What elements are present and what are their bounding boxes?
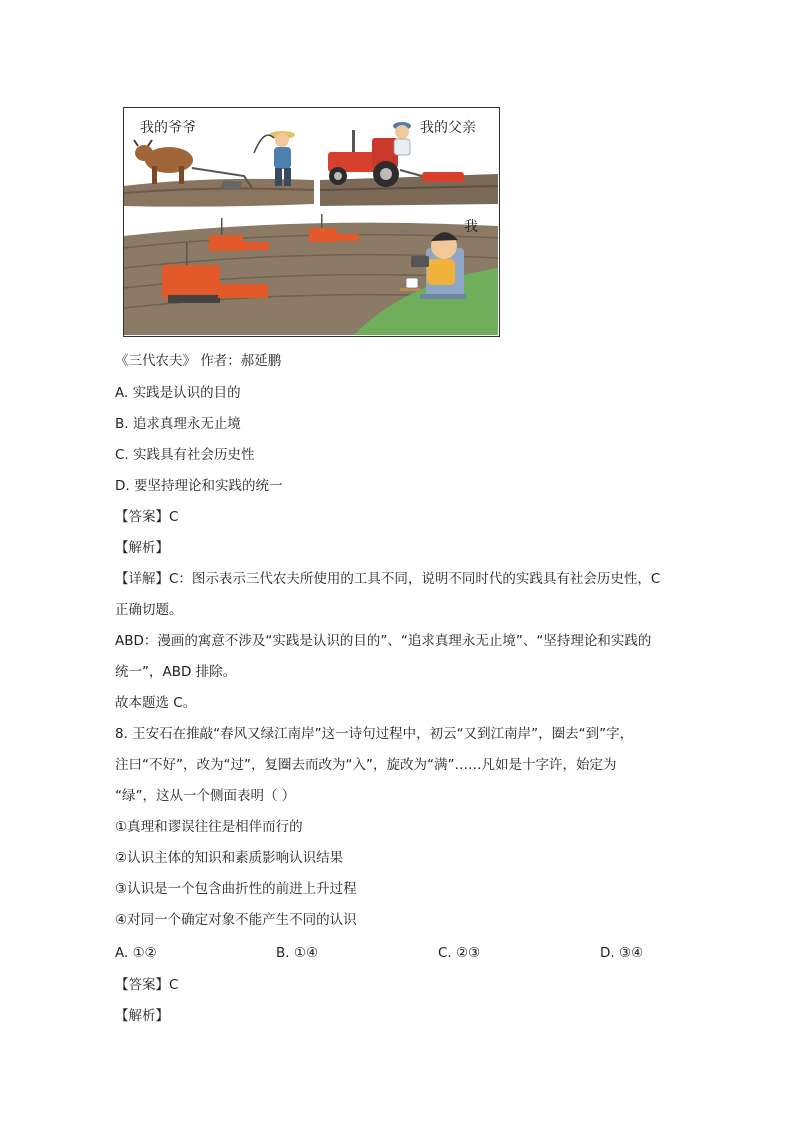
q7-abd-line2: 统一”，ABD 排除。 [115, 664, 237, 680]
q7-detail-line2: 正确切题。 [115, 602, 183, 618]
q7-option-d: D. 要坚持理论和实践的统一 [115, 478, 283, 494]
answer-tag: 【答案】 [115, 977, 169, 993]
cartoon-caption: 《三代农夫》 作者：郝延鹏 [115, 353, 282, 369]
ox-figure [134, 140, 193, 184]
q7-option-a: A. 实践是认识的目的 [115, 385, 241, 401]
q8-stem-line2: 注曰“不好”，改为“过”，复圈去而改为“入”，旋改为“满”……凡如是十字许，始定为 [115, 757, 617, 773]
q7-conclusion: 故本题选 C。 [115, 695, 197, 711]
q7-analysis-tag: 【解析】 [115, 540, 169, 556]
answer-value: C [169, 977, 179, 993]
label-me: 我 [464, 219, 478, 235]
cartoon-svg [124, 108, 498, 335]
tractor-figure [328, 130, 464, 187]
detail-tag: 【详解】 [115, 571, 169, 587]
q8-stem-line1: 8. 王安石在推敲“春风又绿江南岸”这一诗句过程中，初云“又到江南岸”，圈去“到”字， [115, 726, 634, 742]
answer-tag: 【答案】 [115, 509, 169, 525]
q8-statement-2: ②认识主体的知识和素质影响认识结果 [115, 850, 344, 866]
q8-answer [115, 975, 178, 995]
answer-value: C [169, 509, 179, 525]
grandpa-figure [254, 131, 295, 186]
q7-detail-line1 [115, 569, 660, 589]
q7-abd-line1: ABD：漫画的寓意不涉及“实践是认识的目的”、“追求真理永无止境”、“坚持理论和实践的 [115, 633, 652, 649]
grandpa-panel [124, 131, 314, 207]
q8-analysis-tag: 【解析】 [115, 1008, 169, 1024]
q8-choice-a: A. ①② [115, 945, 157, 961]
q8-statement-3: ③认识是一个包含曲折性的前进上升过程 [115, 881, 357, 897]
q7-option-b: B. 追求真理永无止境 [115, 416, 241, 432]
label-father: 我的父亲 [420, 120, 476, 136]
cartoon-illustration [123, 107, 500, 337]
q7-answer [115, 507, 178, 527]
q8-choice-b: B. ①④ [276, 945, 319, 961]
me-panel [124, 214, 498, 335]
q8-choice-c: C. ②③ [438, 945, 481, 961]
q8-choice-d: D. ③④ [600, 945, 644, 961]
q8-statement-4: ④对同一个确定对象不能产生不同的认识 [115, 912, 357, 928]
label-grandpa: 我的爷爷 [140, 120, 196, 136]
q8-statement-1: ①真理和谬误往往是相伴而行的 [115, 819, 303, 835]
q7-option-c: C. 实践具有社会历史性 [115, 447, 255, 463]
q8-stem-line3: “绿”，这从一个侧面表明（ ） [115, 788, 296, 804]
detail-text: C：图示表示三代农夫所使用的工具不同，说明不同时代的实践具有社会历史性，C [169, 571, 661, 587]
